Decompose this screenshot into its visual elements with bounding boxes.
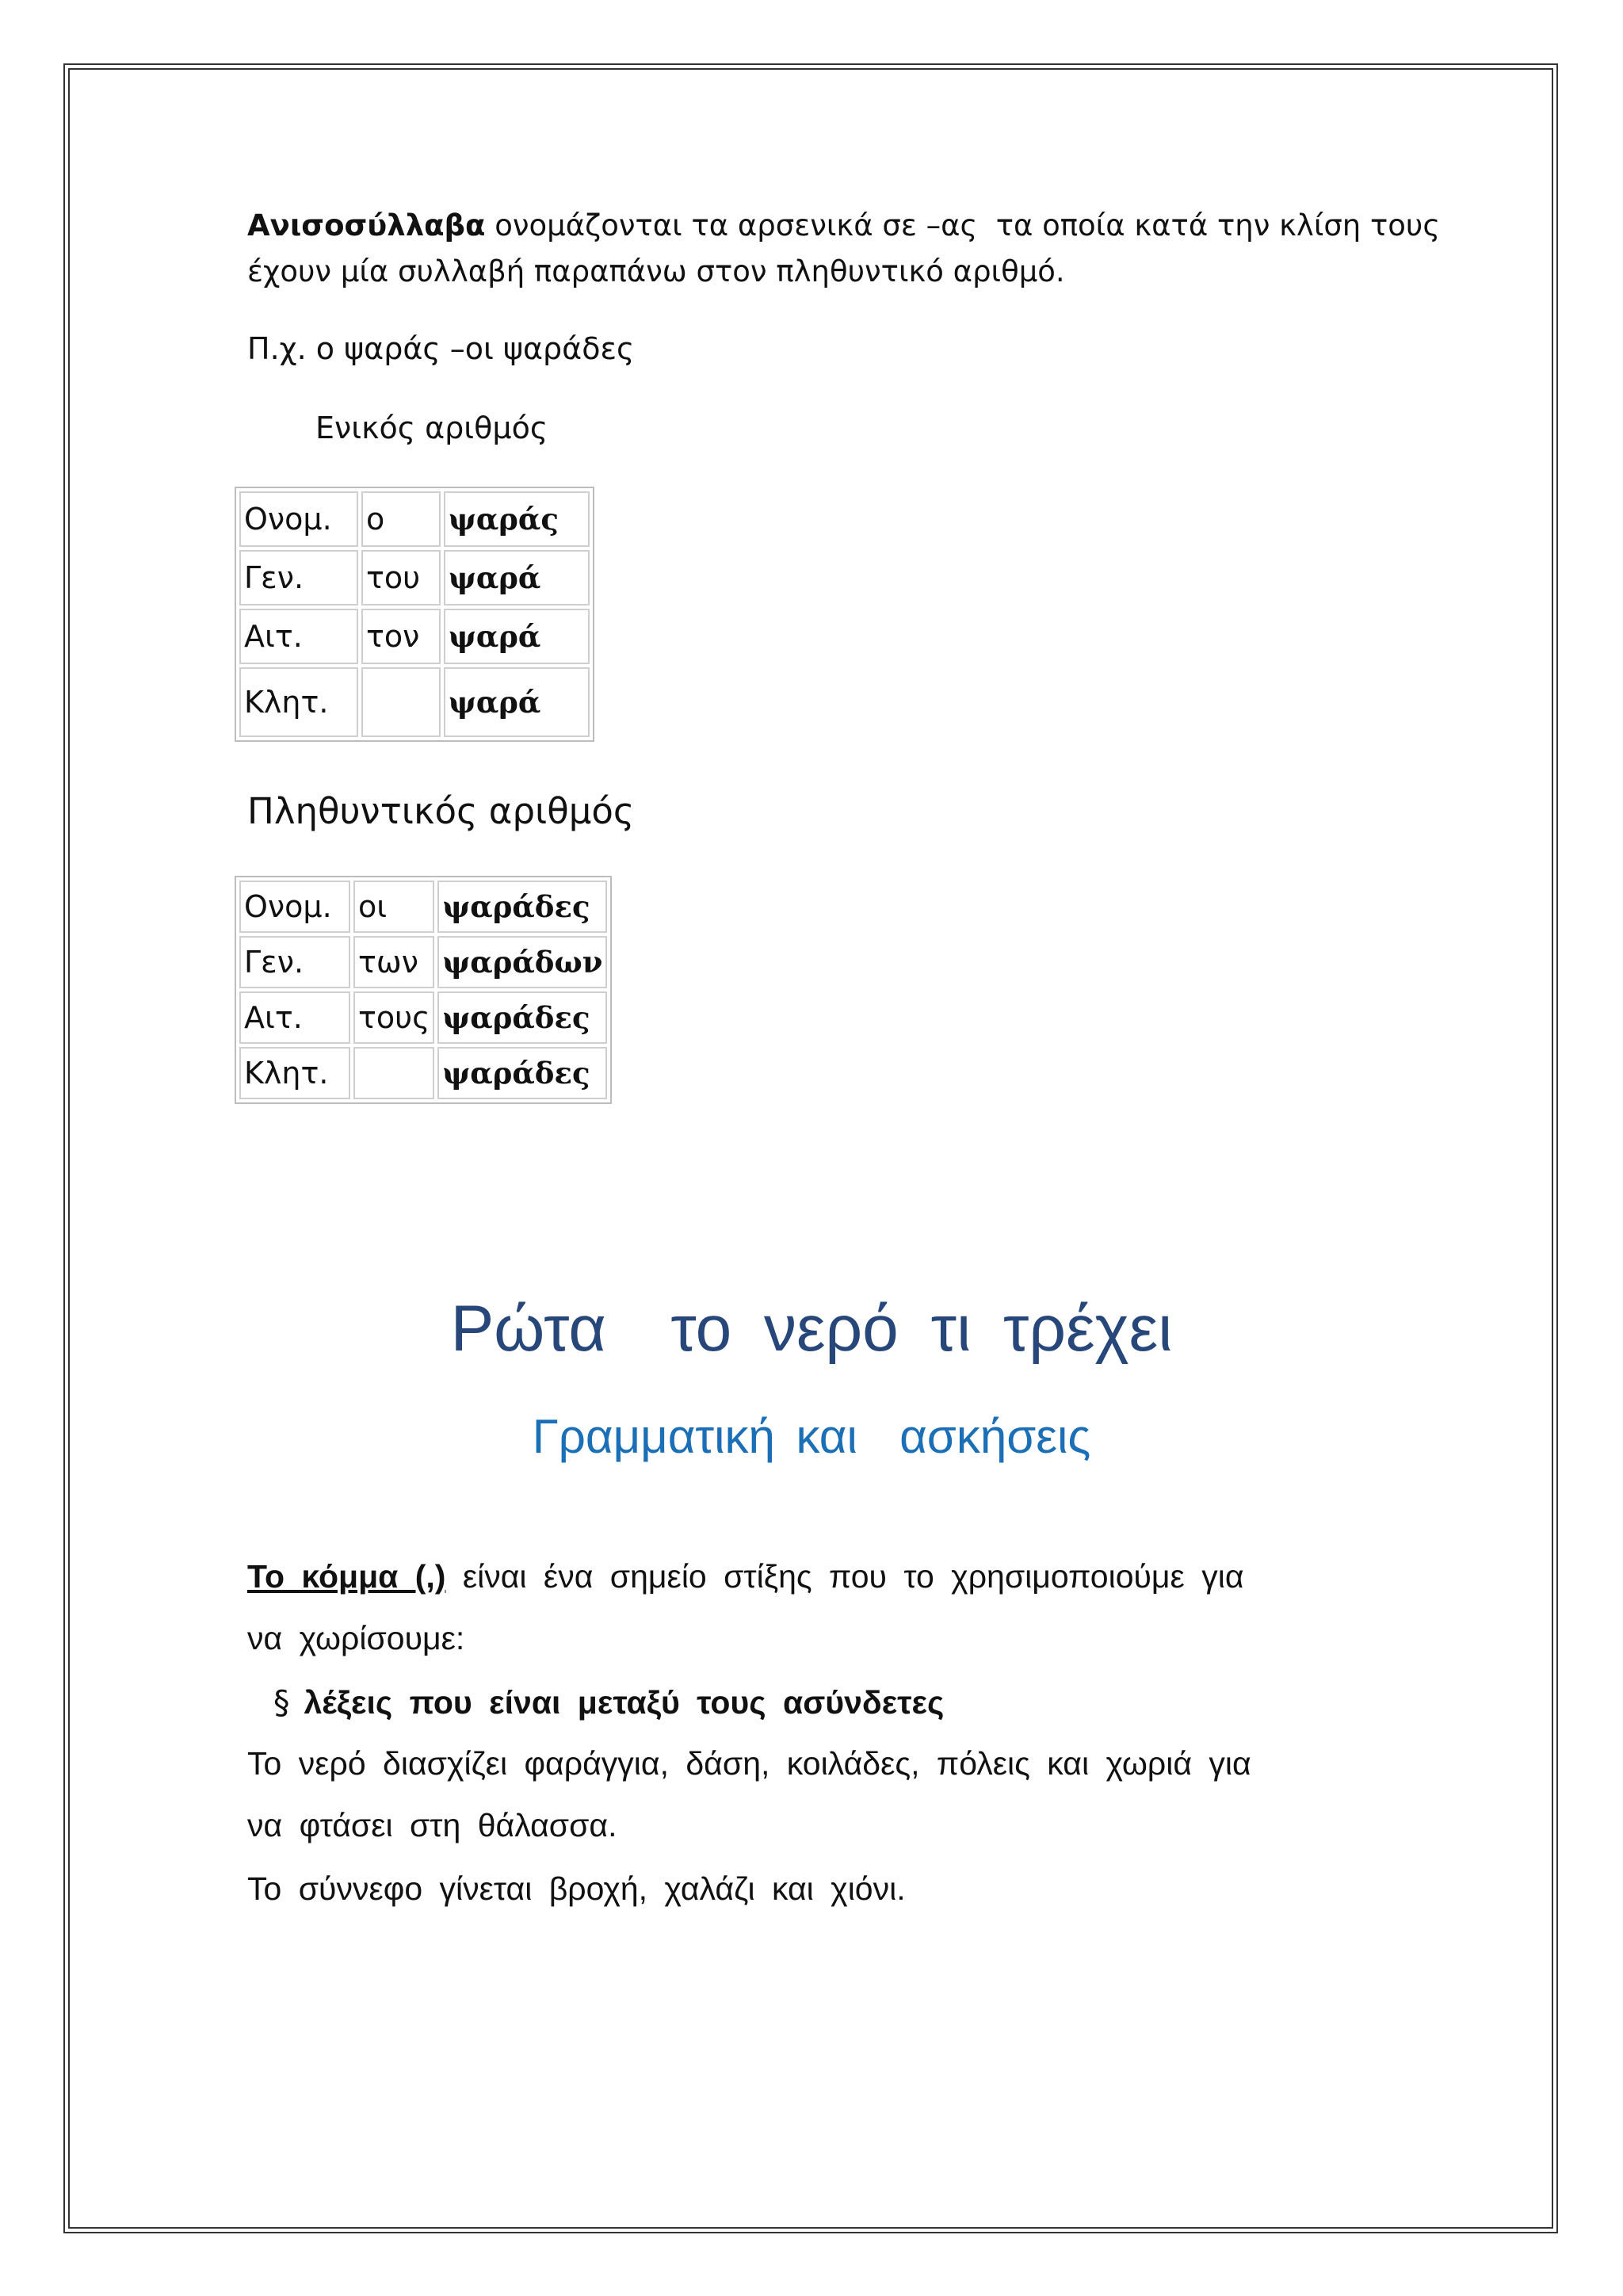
case-cell: Αιτ. [239,991,350,1044]
table-row [239,550,590,606]
intro-bold-term: Ανισοσύλλαβα [247,208,486,243]
case-cell: Ονομ. [239,491,358,547]
bullet-item-text: λέξεις που είναι μεταξύ τους ασύνδετες [304,1684,945,1721]
example-sentence-1-line-2: να φτάσει στη θάλασσα. [247,1807,617,1843]
noun-cell: ψαρά [444,550,590,606]
table-row [239,609,590,664]
noun-cell: ψαρά [444,609,590,664]
table-row [239,936,607,988]
intro-line-1 [247,203,1440,249]
comma-term: Το κόμμα (,) [247,1558,446,1595]
table-row [239,1047,607,1099]
article-cell: τον [361,609,441,664]
noun-cell: ψαράς [444,491,590,547]
comma-definition-line-1 [247,1558,1244,1595]
intro-line-2: έχουν μία συλλαβή παραπάνω στον πληθυντικό αριθμό. [247,254,1065,288]
example-sentence-1-line-1: Το νερό διασχίζει φαράγγια, δάση, κοιλάδες, πόλεις και χωριά για [247,1745,1251,1782]
article-cell: των [353,936,434,988]
comma-definition-line-2: να χωρίσουμε: [247,1620,465,1656]
case-cell: Κλητ. [239,1047,350,1099]
section-title: Ρώτα το νερό τι τρέχει [450,1293,1173,1365]
table-row [239,667,590,737]
singular-declension-table [235,487,594,742]
noun-cell: ψαράδες [437,881,607,933]
case-cell: Κλητ. [239,667,358,737]
example-sentence-2: Το σύννεφο γίνεται βροχή, χαλάζι και χιόνι. [247,1870,906,1907]
table-row [239,881,607,933]
bullet-item [273,1683,944,1721]
intro-paragraph [247,203,1440,295]
case-cell: Αιτ. [239,609,358,664]
article-cell: ο [361,491,441,547]
table-row [239,991,607,1044]
example-text: Π.χ. ο ψαράς –οι ψαράδες [247,331,635,366]
section-sign-icon: § [273,1683,290,1721]
intro-line-1-rest: ονομάζονται τα αρσενικά σε –ας τα οποία κατά την κλίση τους [485,208,1441,243]
plural-declension-table [235,876,612,1104]
table-row [239,491,590,547]
article-cell: οι [353,881,434,933]
section-subtitle: Γραμματική και ασκήσεις [532,1410,1091,1463]
article-cell [361,667,441,737]
case-cell: Γεν. [239,936,350,988]
comma-definition-rest: είναι ένα σημείο στίξης που το χρησιμοποιούμε για [445,1558,1244,1595]
case-cell: Γεν. [239,550,358,606]
noun-cell: ψαράδες [437,991,607,1044]
singular-heading: Ενικός αριθμός [315,411,548,445]
plural-heading: Πληθυντικός αριθμός [247,790,635,832]
article-cell: τους [353,991,434,1044]
article-cell: του [361,550,441,606]
case-cell: Ονομ. [239,881,350,933]
noun-cell: ψαράδων [437,936,607,988]
noun-cell: ψαρά [444,667,590,737]
noun-cell: ψαράδες [437,1047,607,1099]
article-cell [353,1047,434,1099]
